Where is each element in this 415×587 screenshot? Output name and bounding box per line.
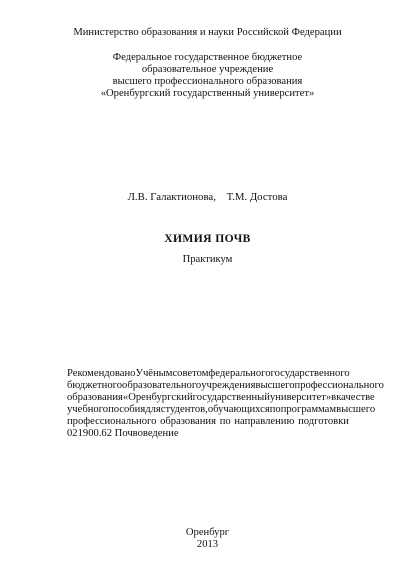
publication-year: 2013 bbox=[196, 539, 219, 550]
word: учреждения bbox=[201, 380, 256, 391]
recommendation-text bbox=[67, 368, 384, 440]
word: университет» bbox=[269, 392, 332, 403]
word: государственного bbox=[270, 368, 350, 379]
word: профессионального bbox=[294, 380, 384, 391]
institution-line: «Оренбургский государственный университет» bbox=[100, 88, 315, 99]
word: учебного bbox=[67, 404, 109, 415]
specialty: 021900.62 Почвоведение bbox=[67, 428, 179, 439]
institution-line: образовательное учреждение bbox=[141, 64, 274, 75]
institution-line: высшего профессионального образования bbox=[112, 76, 303, 87]
word: профессионального bbox=[67, 416, 157, 427]
recommendation-line bbox=[67, 428, 349, 440]
document-title: ХИМИЯ ПОЧВ bbox=[164, 232, 251, 245]
ministry-name: Министерство образования и науки Российской Федерации bbox=[73, 27, 342, 38]
word: подготовки bbox=[298, 416, 349, 427]
word: в bbox=[331, 392, 337, 403]
word: обучающихся bbox=[207, 404, 270, 415]
publication-city: Оренбург bbox=[185, 527, 230, 538]
recommendation-line bbox=[67, 404, 376, 416]
word: по bbox=[219, 416, 231, 427]
author-name: Л.В. Галактионова, bbox=[127, 191, 216, 203]
author-name: Т.М. Достова bbox=[226, 191, 288, 203]
word: советом bbox=[172, 368, 209, 379]
word: студентов, bbox=[160, 404, 208, 415]
word: высшего bbox=[255, 380, 295, 391]
word: образования bbox=[160, 416, 216, 427]
authors bbox=[0, 191, 415, 203]
word: программам bbox=[280, 404, 337, 415]
word: образования bbox=[67, 392, 123, 403]
document-subtitle: Практикум bbox=[182, 254, 233, 265]
recommendation-line bbox=[67, 380, 384, 392]
word: направлению bbox=[234, 416, 295, 427]
institution-line: Федеральное государственное бюджетное bbox=[112, 52, 303, 63]
recommendation-line bbox=[67, 416, 349, 428]
recommendation-line bbox=[67, 392, 375, 404]
word: государственный bbox=[192, 392, 270, 403]
word: для bbox=[145, 404, 161, 415]
word: бюджетного bbox=[67, 380, 123, 391]
word: Учёным bbox=[135, 368, 173, 379]
word: Рекомендовано bbox=[67, 368, 136, 379]
word: по bbox=[269, 404, 281, 415]
word: федерального bbox=[208, 368, 271, 379]
word: качестве bbox=[336, 392, 375, 403]
word: образовательного bbox=[122, 380, 202, 391]
word: высшего bbox=[336, 404, 376, 415]
recommendation-line bbox=[67, 368, 349, 380]
word: «Оренбургский bbox=[122, 392, 193, 403]
word: пособия bbox=[108, 404, 146, 415]
